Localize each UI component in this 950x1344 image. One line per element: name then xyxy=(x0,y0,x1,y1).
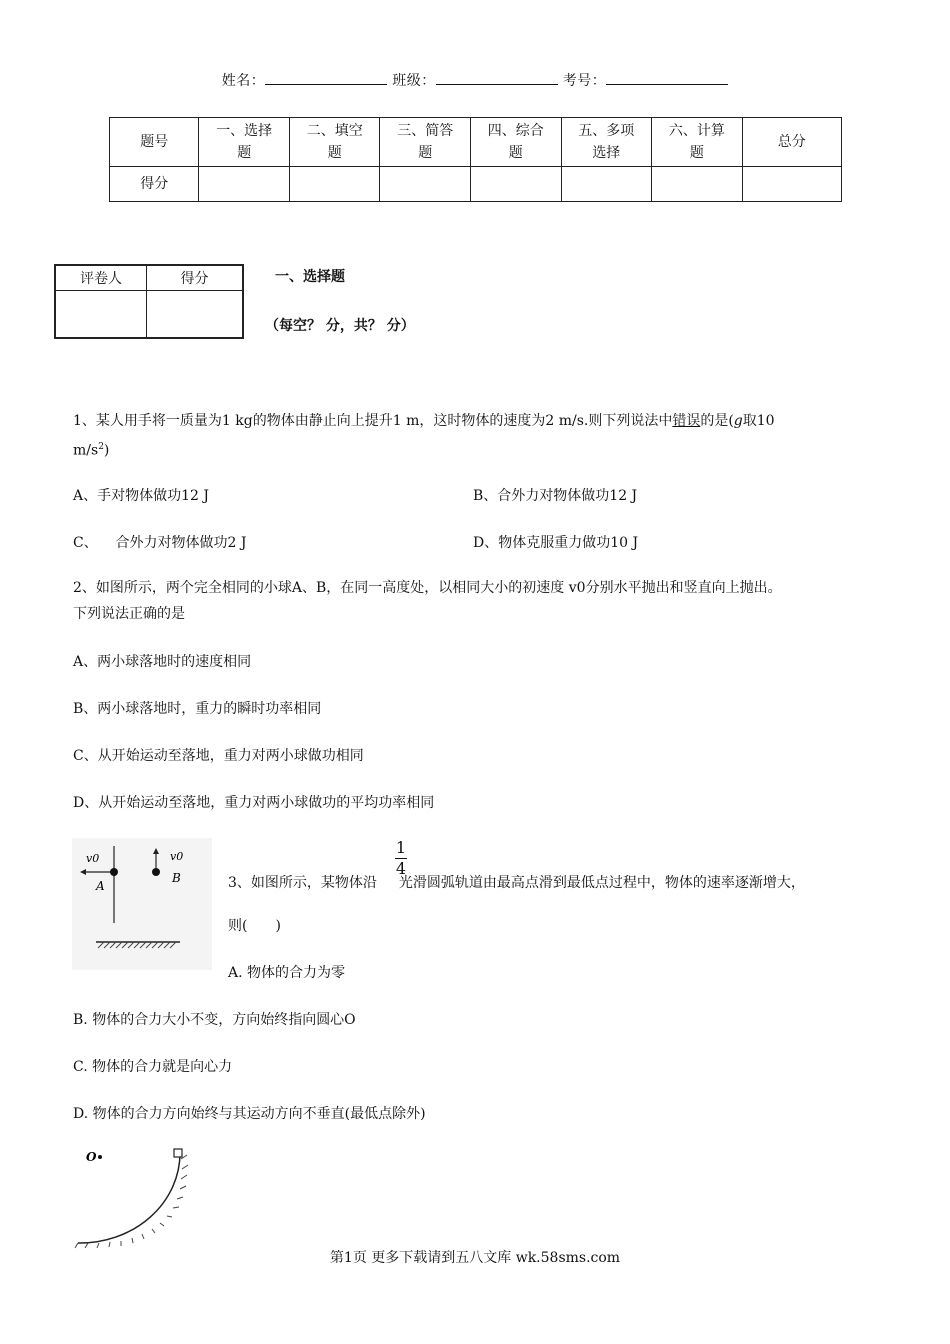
score-cell[interactable] xyxy=(289,167,380,202)
score-cell[interactable] xyxy=(742,167,841,202)
center-label-o: O xyxy=(86,1150,97,1164)
class-field[interactable] xyxy=(436,70,558,85)
id-field[interactable] xyxy=(606,70,728,85)
score-header-cell: 题号 xyxy=(110,118,199,167)
underlined-word: 错误 xyxy=(672,413,701,429)
score-header-cell: 二、填空 题 xyxy=(289,118,380,167)
id-label: 考号： xyxy=(562,73,607,89)
student-info-line xyxy=(0,70,950,90)
sliding-block xyxy=(174,1149,182,1157)
q1-option-c[interactable]: C、 合外力对物体做功2 J xyxy=(73,535,247,551)
q2-option-b[interactable]: B、两小球落地时，重力的瞬时功率相同 xyxy=(73,701,322,717)
question-1 xyxy=(73,408,878,464)
q1-option-b[interactable]: B、合外力对物体做功12 J xyxy=(473,488,638,504)
grader-score-label: 得分 xyxy=(147,265,244,291)
q3-option-a[interactable]: A. 物体的合力为零 xyxy=(228,965,346,981)
score-header-cell: 五、多项 选择 xyxy=(561,118,652,167)
score-header-cell: 六、计算 题 xyxy=(652,118,743,167)
q2-figure xyxy=(72,838,212,970)
question-2-line1: 2、如图所示，两个完全相同的小球A、B，在同一高度处，以相同大小的初速度 v0分别水平抛出和竖直向上抛出。 xyxy=(73,580,782,596)
v0-label-right: v0 xyxy=(170,850,184,863)
score-header-cell: 三、简答 题 xyxy=(380,118,471,167)
grader-label: 评卷人 xyxy=(55,265,147,291)
section-subtitle: （每空？ 分，共？ 分） xyxy=(265,318,415,334)
quarter-arc-track xyxy=(78,1153,180,1243)
page-footer: 第1页 更多下载请到五八文库 wk.58sms.com xyxy=(329,1250,621,1266)
question-2 xyxy=(73,575,878,627)
score-header-cell: 四、综合 题 xyxy=(471,118,562,167)
score-row-label: 得分 xyxy=(110,167,199,202)
score-table xyxy=(109,117,842,202)
fraction-quarter: 1 4 xyxy=(395,838,407,878)
name-label: 姓名： xyxy=(221,73,266,89)
score-header-cell: 一、选择 题 xyxy=(199,118,290,167)
q1-option-a[interactable]: A、手对物体做功12 J xyxy=(73,488,209,504)
ball-b xyxy=(152,868,160,876)
score-header-cell: 总分 xyxy=(742,118,841,167)
q3-option-c[interactable]: C. 物体的合力就是向心力 xyxy=(73,1059,233,1075)
center-point xyxy=(98,1155,102,1159)
label-b: B xyxy=(172,871,181,885)
score-cell[interactable] xyxy=(199,167,290,202)
q3-option-d[interactable]: D. 物体的合力方向始终与其运动方向不垂直(最低点除外) xyxy=(73,1106,426,1122)
question-1-text: 1、某人用手将一质量为1 kg的物体由静止向上提升1 m，这时物体的速度为2 m/s.则下列说法中错误的是(g取10 $m/s^2$) xyxy=(73,413,775,459)
arc-hatching xyxy=(75,1155,188,1248)
q2-option-d[interactable]: D、从开始运动至落地，重力对两小球做功的平均功率相同 xyxy=(73,795,435,811)
score-cell[interactable] xyxy=(380,167,471,202)
q3-option-b[interactable]: B. 物体的合力大小不变，方向始终指向圆心O xyxy=(73,1012,356,1028)
question-3-line1: 3、如图所示，某物体沿 光滑圆弧轨道由最高点滑到最低点过程中，物体的速率逐渐增大， xyxy=(228,875,805,891)
q1-option-d[interactable]: D、物体克服重力做功10 J xyxy=(473,535,639,551)
section-title: 一、选择题 xyxy=(275,269,345,285)
grader-table xyxy=(54,264,244,339)
question-3-line2: 则( ) xyxy=(228,918,281,934)
v0-label-left: v0 xyxy=(86,852,100,865)
score-cell[interactable] xyxy=(652,167,743,202)
grader-score-cell[interactable] xyxy=(147,291,244,339)
score-cell[interactable] xyxy=(471,167,562,202)
grader-name-cell[interactable] xyxy=(55,291,147,339)
class-label: 班级： xyxy=(392,73,436,89)
q3-figure xyxy=(70,1143,195,1251)
name-field[interactable] xyxy=(265,70,387,85)
score-cell[interactable] xyxy=(561,167,652,202)
q2-option-a[interactable]: A、两小球落地时的速度相同 xyxy=(73,654,252,670)
ball-a xyxy=(110,868,118,876)
question-2-line2: 下列说法正确的是 xyxy=(73,606,185,622)
q2-option-c[interactable]: C、从开始运动至落地，重力对两小球做功相同 xyxy=(73,748,364,764)
label-a: A xyxy=(96,879,105,893)
